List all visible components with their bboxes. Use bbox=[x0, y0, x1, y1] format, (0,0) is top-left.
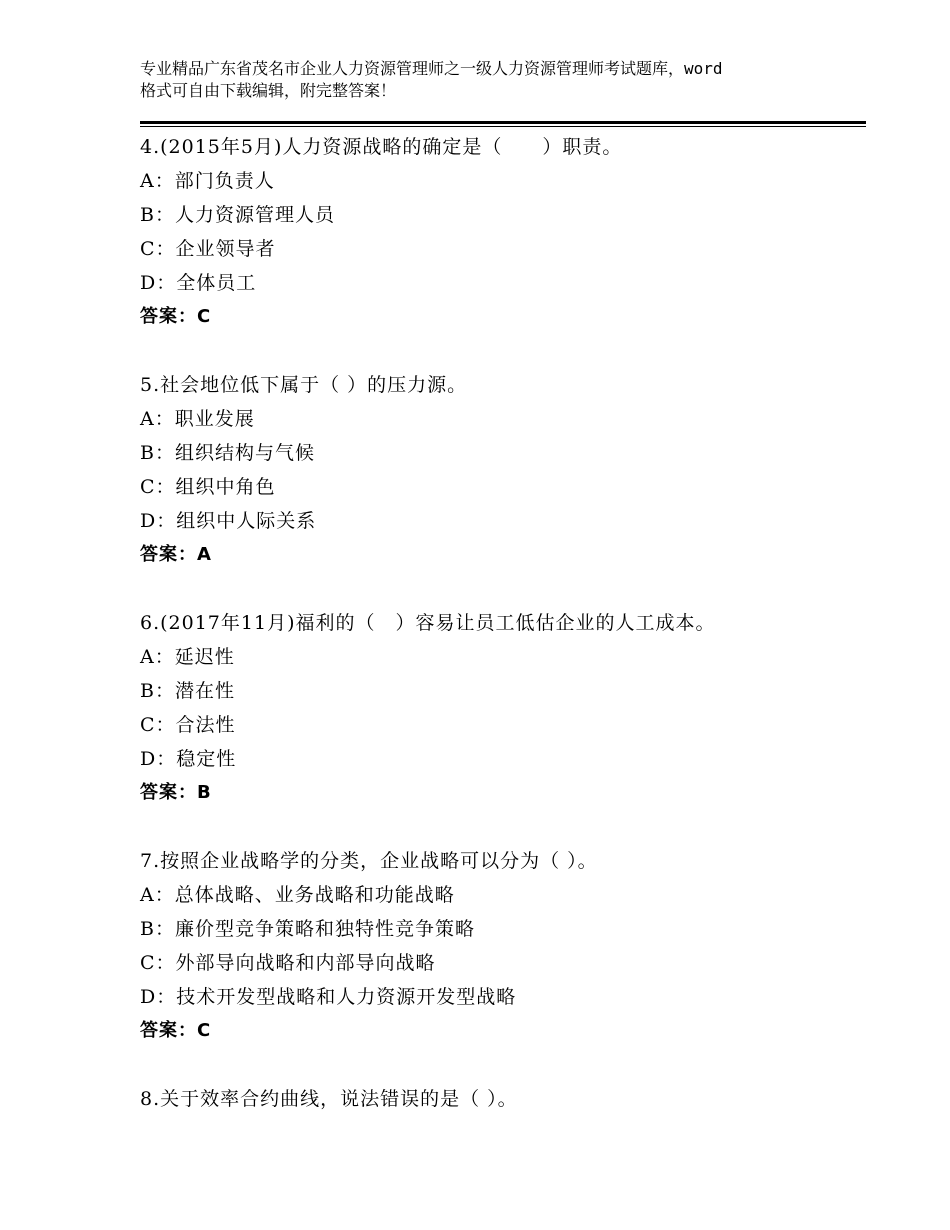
option-c: C：合法性 bbox=[140, 714, 236, 736]
question-6 bbox=[140, 606, 860, 844]
header-rule-thick bbox=[140, 121, 866, 124]
question-7 bbox=[140, 844, 860, 1082]
question-stem: 5.社会地位低下属于（ ）的压力源。 bbox=[140, 374, 468, 396]
question-spacer bbox=[140, 334, 860, 368]
question-spacer bbox=[140, 572, 860, 606]
question-spacer bbox=[140, 1048, 860, 1082]
option-d: D：技术开发型战略和人力资源开发型战略 bbox=[140, 986, 517, 1008]
answer: 答案：C bbox=[140, 306, 212, 327]
option-d: D：组织中人际关系 bbox=[140, 510, 317, 532]
question-stem: 6.(2017年11月)福利的（ ）容易让员工低估企业的人工成本。 bbox=[140, 612, 716, 634]
option-a: A：职业发展 bbox=[140, 408, 255, 430]
question-stem: 4.(2015年5月)人力资源战略的确定是（ ）职责。 bbox=[140, 136, 623, 158]
question-stem: 7.按照企业战略学的分类，企业战略可以分为（ ）。 bbox=[140, 850, 598, 872]
option-a: A：部门负责人 bbox=[140, 170, 275, 192]
document-header bbox=[140, 58, 840, 102]
option-b: B：人力资源管理人员 bbox=[140, 204, 335, 226]
answer: 答案：C bbox=[140, 1020, 212, 1041]
option-b: B：组织结构与气候 bbox=[140, 442, 315, 464]
question-5 bbox=[140, 368, 860, 606]
option-a: A：总体战略、业务战略和功能战略 bbox=[140, 884, 455, 906]
option-c: C：组织中角色 bbox=[140, 476, 276, 498]
header-rule-thin bbox=[140, 126, 866, 127]
question-list bbox=[140, 130, 860, 1116]
option-d: D：全体员工 bbox=[140, 272, 257, 294]
question-8 bbox=[140, 1082, 860, 1116]
option-d: D：稳定性 bbox=[140, 748, 237, 770]
option-a: A：延迟性 bbox=[140, 646, 235, 668]
option-c: C：企业领导者 bbox=[140, 238, 276, 260]
question-spacer bbox=[140, 810, 860, 844]
answer: 答案：B bbox=[140, 782, 212, 803]
header-line-2: 格式可自由下载编辑，附完整答案！ bbox=[140, 81, 397, 100]
answer: 答案：A bbox=[140, 544, 212, 565]
header-line-1: 专业精品广东省茂名市企业人力资源管理师之一级人力资源管理师考试题库，word bbox=[140, 59, 723, 78]
question-stem: 8.关于效率合约曲线，说法错误的是（ ）。 bbox=[140, 1088, 518, 1110]
option-b: B：潜在性 bbox=[140, 680, 235, 702]
question-4 bbox=[140, 130, 860, 368]
option-b: B：廉价型竞争策略和独特性竞争策略 bbox=[140, 918, 475, 940]
option-c: C：外部导向战略和内部导向战略 bbox=[140, 952, 436, 974]
